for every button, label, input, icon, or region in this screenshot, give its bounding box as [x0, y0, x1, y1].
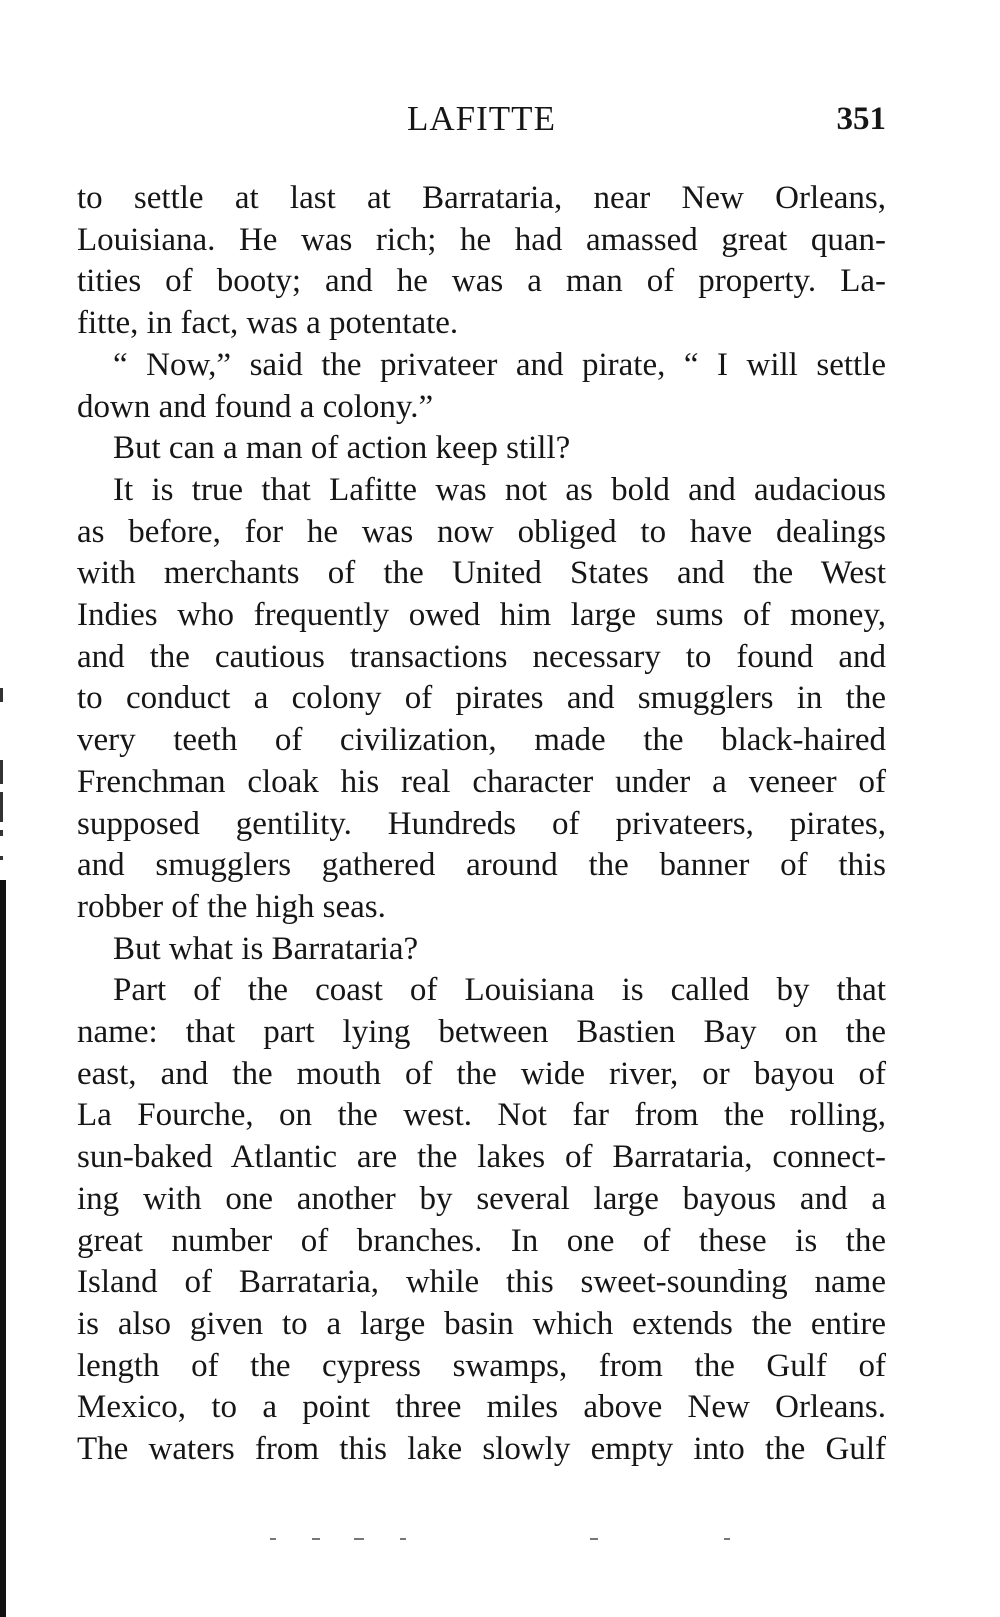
text-line: great number of branches. In one of these is the: [77, 1222, 886, 1259]
scan-margin-edge: [0, 880, 6, 1617]
text-line: east, and the mouth of the wide river, or bayou of: [77, 1055, 886, 1092]
scan-specks-bottom: [270, 1538, 770, 1542]
text-line: and smugglers gathered around the banner of this: [77, 847, 886, 884]
text-line: to conduct a colony of pirates and smugglers in the: [77, 680, 886, 717]
text-line: fitte, in fact, was a potentate.: [77, 305, 459, 342]
running-head: LAFITTE: [407, 99, 556, 138]
page-header: [77, 95, 886, 143]
text-line: and the cautious transactions necessary to found and: [77, 638, 886, 675]
text-line: La Fourche, on the west. Not far from the rolling,: [77, 1097, 886, 1134]
text-line: Mexico, to a point three miles above New Orleans.: [77, 1389, 886, 1426]
paragraph: [77, 345, 886, 428]
paragraph: [77, 929, 886, 971]
text-line: tities of booty; and he was a man of property. La-: [77, 263, 886, 300]
text-line: is also given to a large basin which extends the entire: [77, 1305, 886, 1342]
text-line: to settle at last at Barrataria, near New Orleans,: [77, 180, 886, 216]
scan-specks-left: [0, 680, 4, 880]
text-line: It is true that Lafitte was not as bold and audacious: [113, 471, 886, 508]
text-line: very teeth of civilization, made the black-haired: [77, 722, 886, 759]
text-line: Island of Barrataria, while this sweet-sounding name: [77, 1264, 886, 1301]
text-line: with merchants of the United States and the West: [77, 555, 886, 592]
text-line: The waters from this lake slowly empty into the Gulf: [77, 1431, 886, 1468]
text-line: length of the cypress swamps, from the Gulf of: [77, 1347, 886, 1384]
paragraph: [77, 428, 886, 470]
text-line: Part of the coast of Louisiana is called by that: [113, 972, 886, 1009]
text-line: “ Now,” said the privateer and pirate, “ I will settle: [113, 346, 886, 383]
text-line: as before, for he was now obliged to have dealings: [77, 513, 886, 550]
text-line: Indies who frequently owed him large sums of money,: [77, 597, 886, 634]
text-line: But can a man of action keep still?: [113, 430, 571, 467]
text-line: ing with one another by several large bayous and a: [77, 1180, 886, 1217]
text-line: down and found a colony.”: [77, 388, 434, 425]
text-line: sun-baked Atlantic are the lakes of Barrataria, connect-: [77, 1139, 886, 1176]
text-line: Louisiana. He was rich; he had amassed great quan-: [77, 221, 886, 258]
paragraph: [77, 970, 886, 1470]
body-text: [77, 178, 886, 1471]
text-line: name: that part lying between Bastien Bay on the: [77, 1014, 886, 1051]
text-line: robber of the high seas.: [77, 888, 386, 925]
paragraph: [77, 178, 886, 345]
page-number: 351: [836, 101, 886, 137]
text-line: Frenchman cloak his real character under a veneer of: [77, 763, 886, 800]
text-line: But what is Barrataria?: [113, 930, 419, 967]
paragraph: [77, 470, 886, 929]
text-line: supposed gentility. Hundreds of privateers, pirates,: [77, 805, 886, 842]
